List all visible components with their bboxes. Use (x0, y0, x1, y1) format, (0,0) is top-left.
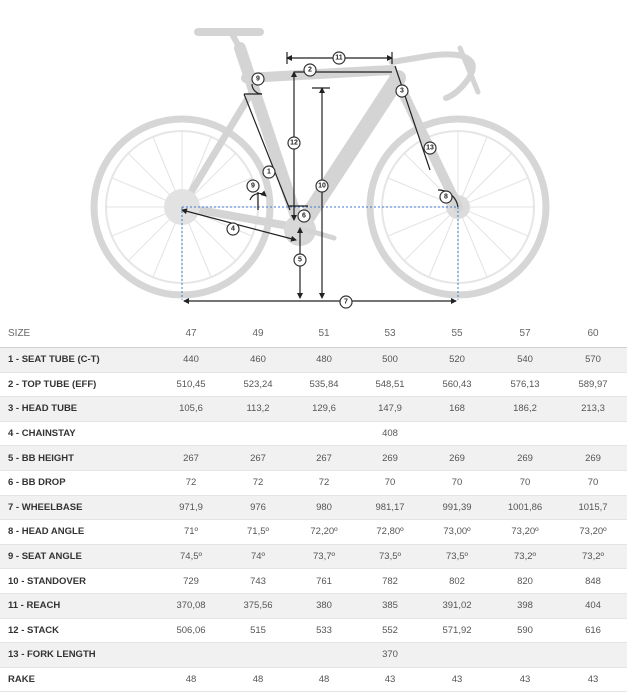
table-cell: 782 (357, 569, 423, 594)
svg-text:1: 1 (267, 168, 271, 176)
table-cell: 552 (357, 618, 423, 643)
table-row (0, 544, 627, 569)
table-cell (491, 421, 559, 446)
svg-text:4: 4 (231, 225, 235, 233)
size-column-header: 57 (491, 319, 559, 348)
table-row (0, 667, 627, 692)
row-label: 13 - FORK LENGTH (0, 643, 157, 668)
table-row (0, 618, 627, 643)
table-row (0, 643, 627, 668)
table-cell: 72,20º (291, 520, 357, 545)
table-cell: 398 (491, 593, 559, 618)
table-cell: 560,43 (423, 372, 491, 397)
table-cell: 533 (291, 618, 357, 643)
table-row (0, 421, 627, 446)
table-cell: 510,45 (157, 372, 225, 397)
table-cell: 43 (357, 667, 423, 692)
svg-text:8: 8 (444, 193, 448, 201)
table-cell: 500 (357, 348, 423, 373)
row-label: 9 - SEAT ANGLE (0, 544, 157, 569)
table-cell: 269 (423, 446, 491, 471)
table-cell: 267 (157, 446, 225, 471)
marker-1 (263, 166, 275, 178)
marker-6 (298, 210, 310, 222)
table-cell: 570 (559, 348, 627, 373)
table-cell: 370,08 (157, 593, 225, 618)
table-cell: 72 (291, 470, 357, 495)
size-column-header: 49 (225, 319, 291, 348)
table-cell: 186,2 (491, 397, 559, 422)
table-row (0, 397, 627, 422)
table-cell: 267 (225, 446, 291, 471)
table-cell: 616 (559, 618, 627, 643)
marker-3 (396, 85, 408, 97)
row-label: 12 - STACK (0, 618, 157, 643)
table-cell (157, 421, 225, 446)
table-cell: 71,5º (225, 520, 291, 545)
marker-9-seat-angle-bottom (247, 180, 259, 192)
table-cell: 515 (225, 618, 291, 643)
row-label: 10 - STANDOVER (0, 569, 157, 594)
table-cell: 761 (291, 569, 357, 594)
table-cell (291, 643, 357, 668)
table-cell: 43 (491, 667, 559, 692)
table-cell: 540 (491, 348, 559, 373)
table-row (0, 593, 627, 618)
table-cell: 981,17 (357, 495, 423, 520)
table-cell: 404 (559, 593, 627, 618)
table-cell: 71º (157, 520, 225, 545)
svg-text:3: 3 (400, 87, 404, 95)
table-cell: 1001,86 (491, 495, 559, 520)
svg-text:12: 12 (290, 139, 298, 147)
table-cell: 70 (491, 470, 559, 495)
table-header-row (0, 319, 627, 348)
table-cell: 980 (291, 495, 357, 520)
table-cell: 802 (423, 569, 491, 594)
row-label: 6 - BB DROP (0, 470, 157, 495)
table-cell: 72,80º (357, 520, 423, 545)
table-cell (559, 643, 627, 668)
table-cell: 73,5º (423, 544, 491, 569)
table-cell: 72 (157, 470, 225, 495)
table-cell: 729 (157, 569, 225, 594)
row-label: 11 - REACH (0, 593, 157, 618)
table-row (0, 446, 627, 471)
row-label: 1 - SEAT TUBE (C-T) (0, 348, 157, 373)
table-cell: 73,2º (491, 544, 559, 569)
row-label: 3 - HEAD TUBE (0, 397, 157, 422)
table-cell: 590 (491, 618, 559, 643)
table-cell: 70 (357, 470, 423, 495)
marker-11 (333, 52, 345, 64)
svg-text:11: 11 (335, 54, 343, 62)
bike-geometry-diagram (0, 0, 627, 318)
size-column-header: 55 (423, 319, 491, 348)
table-cell: 48 (157, 667, 225, 692)
marker-5 (294, 254, 306, 266)
table-cell: 73,20º (559, 520, 627, 545)
row-label: 8 - HEAD ANGLE (0, 520, 157, 545)
svg-text:9: 9 (251, 182, 255, 190)
table-cell: 380 (291, 593, 357, 618)
bike-frame (164, 32, 478, 246)
svg-text:10: 10 (318, 182, 326, 190)
dimension-lines (182, 52, 458, 301)
row-label: 4 - CHAINSTAY (0, 421, 157, 446)
table-row (0, 372, 627, 397)
table-cell: 72 (225, 470, 291, 495)
table-cell: 73,20º (491, 520, 559, 545)
table-cell: 73,7º (291, 544, 357, 569)
svg-text:2: 2 (308, 66, 312, 74)
table-cell: 269 (559, 446, 627, 471)
table-cell: 48 (225, 667, 291, 692)
table-cell: 375,56 (225, 593, 291, 618)
table-cell: 73,5º (357, 544, 423, 569)
table-cell: 571,92 (423, 618, 491, 643)
marker-2 (304, 64, 316, 76)
table-cell: 105,6 (157, 397, 225, 422)
table-cell: 991,39 (423, 495, 491, 520)
table-cell (423, 643, 491, 668)
row-label: 2 - TOP TUBE (EFF) (0, 372, 157, 397)
table-cell: 370 (357, 643, 423, 668)
table-cell: 440 (157, 348, 225, 373)
table-cell: 113,2 (225, 397, 291, 422)
size-column-header: 51 (291, 319, 357, 348)
table-cell: 976 (225, 495, 291, 520)
table-cell: 520 (423, 348, 491, 373)
size-column-header: 47 (157, 319, 225, 348)
table-cell: 70 (423, 470, 491, 495)
table-cell: 576,13 (491, 372, 559, 397)
table-cell (225, 643, 291, 668)
table-cell: 73,2º (559, 544, 627, 569)
geometry-table (0, 319, 627, 692)
svg-text:7: 7 (344, 298, 348, 306)
table-cell: 269 (357, 446, 423, 471)
table-cell: 408 (357, 421, 423, 446)
marker-7 (340, 296, 352, 308)
svg-text:6: 6 (302, 212, 306, 220)
table-cell (291, 421, 357, 446)
table-cell (423, 421, 491, 446)
table-cell: 269 (491, 446, 559, 471)
table-cell: 743 (225, 569, 291, 594)
table-cell: 589,97 (559, 372, 627, 397)
size-column-header: 60 (559, 319, 627, 348)
table-cell (491, 643, 559, 668)
table-cell: 168 (423, 397, 491, 422)
table-row (0, 348, 627, 373)
table-row (0, 520, 627, 545)
table-cell: 43 (559, 667, 627, 692)
table-cell: 73,00º (423, 520, 491, 545)
table-cell: 213,3 (559, 397, 627, 422)
table-cell: 480 (291, 348, 357, 373)
table-cell: 70 (559, 470, 627, 495)
table-cell: 129,6 (291, 397, 357, 422)
row-label: 5 - BB HEIGHT (0, 446, 157, 471)
table-cell: 267 (291, 446, 357, 471)
table-cell: 548,51 (357, 372, 423, 397)
marker-10 (316, 180, 328, 192)
table-cell (559, 421, 627, 446)
table-cell: 523,24 (225, 372, 291, 397)
marker-9-seat-angle-top (252, 73, 264, 85)
table-cell: 971,9 (157, 495, 225, 520)
table-cell: 74º (225, 544, 291, 569)
table-cell: 147,9 (357, 397, 423, 422)
row-label: RAKE (0, 667, 157, 692)
table-cell: 535,84 (291, 372, 357, 397)
table-cell: 1015,7 (559, 495, 627, 520)
table-cell (157, 643, 225, 668)
row-label: 7 - WHEELBASE (0, 495, 157, 520)
marker-12 (288, 137, 300, 149)
table-cell: 48 (291, 667, 357, 692)
size-header: SIZE (0, 319, 157, 348)
table-cell: 820 (491, 569, 559, 594)
svg-text:9: 9 (256, 75, 260, 83)
table-cell: 848 (559, 569, 627, 594)
table-cell (225, 421, 291, 446)
table-row (0, 495, 627, 520)
table-cell: 460 (225, 348, 291, 373)
svg-text:5: 5 (298, 256, 302, 264)
marker-13 (424, 142, 436, 154)
table-cell: 391,02 (423, 593, 491, 618)
table-cell: 506,06 (157, 618, 225, 643)
table-cell: 74,5º (157, 544, 225, 569)
table-row (0, 569, 627, 594)
marker-4 (227, 223, 239, 235)
table-cell: 43 (423, 667, 491, 692)
table-row (0, 470, 627, 495)
table-cell: 385 (357, 593, 423, 618)
size-column-header: 53 (357, 319, 423, 348)
svg-text:13: 13 (426, 144, 434, 152)
marker-8 (440, 191, 452, 203)
